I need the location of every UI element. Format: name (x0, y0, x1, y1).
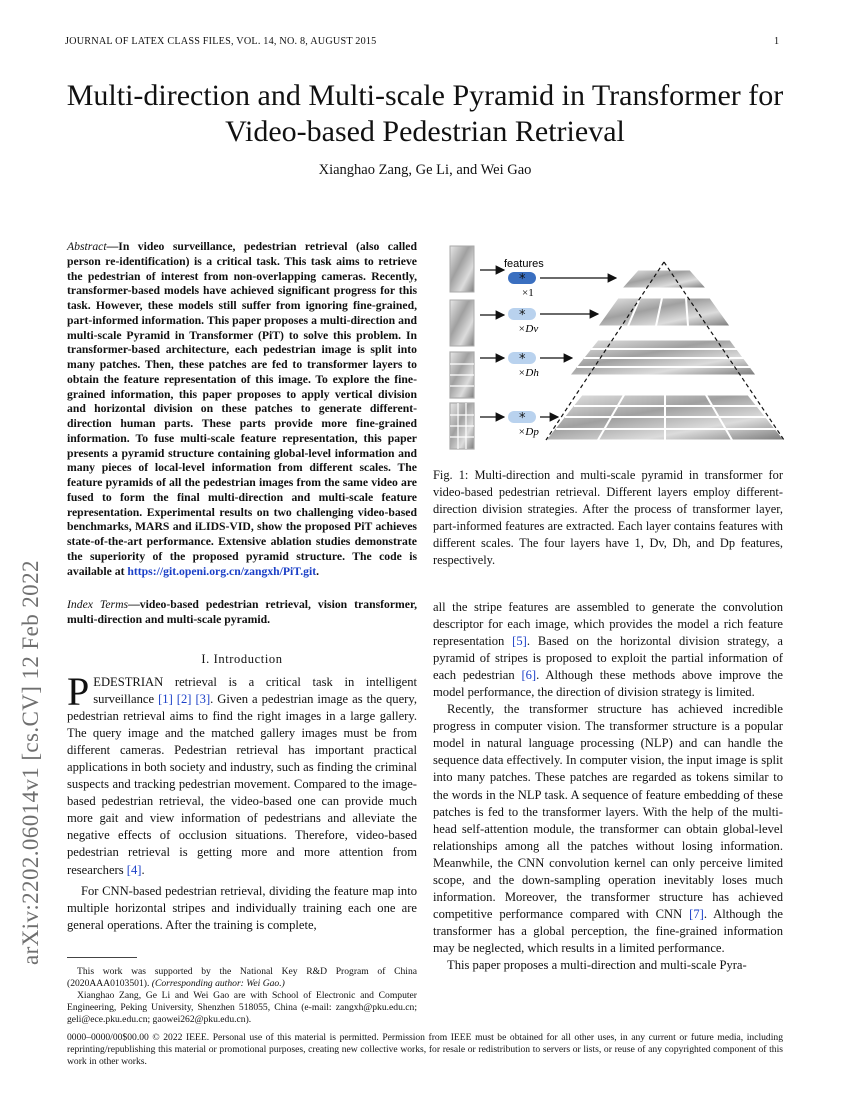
right-p2b: . Although the transformer has a global perception, the fine-grained information may be neglected, which results in a limited performance. (433, 906, 783, 955)
pyramid-layer-4 (546, 395, 784, 440)
citation-link[interactable]: [3] (195, 692, 211, 707)
code-link[interactable]: https://git.openi.org.cn/zangxh/PiT.git (127, 564, 317, 578)
token-row-2 (508, 308, 538, 335)
token-count-dh: ×Dh (518, 367, 539, 379)
intro-p1-rest: . Given a pedestrian image as the query, pedestrian retrieval aims to find the right images in a large gallery. The query image and the matched gallery images must be from different cameras. Pedestrian retrieval has important practical applications in both society and industry, such as finding the criminal suspects and tracking pedestrian movement. Compared to the image-based pedestrian retrieval, the video-based one can provide much more gait and view information of pedestrians and alleviate the negative effects of occlusion situations. Therefore, video-based pedestrian retrieval is getting more and more attention from researchers (67, 692, 417, 877)
footnote-divider (67, 957, 137, 958)
index-terms-label: Index Terms (67, 598, 129, 611)
intro-paragraph-1 (67, 669, 417, 879)
features-label: features (504, 258, 544, 270)
funding-text: This work was supported by the National Key R&D Program of China (2020AAA0103501). (67, 966, 417, 989)
pyramid-diagram (448, 240, 793, 455)
section-heading-introduction: I. Introduction (201, 652, 283, 666)
token-row-3 (508, 352, 539, 379)
input-frame-4 (450, 403, 474, 449)
abstract (67, 240, 417, 579)
figure-1 (448, 240, 793, 455)
right-p1a: all the stripe features are assembled to generate the convolution descriptor for each image, which provides the model a rich feature representation (433, 600, 783, 649)
token-row-4 (508, 411, 539, 438)
author-list: Xianghao Zang, Ge Li, and Wei Gao (318, 162, 532, 178)
token-count-dp: ×Dp (518, 426, 539, 438)
pyramid-layer-2 (598, 298, 730, 326)
input-frame-2 (450, 300, 474, 346)
arxiv-stamp: arXiv:2202.06014v1 [cs.CV] 12 Feb 2022 (18, 560, 43, 965)
right-paragraph-2 (433, 701, 783, 957)
citation-link[interactable]: [5] (512, 634, 527, 649)
citation-link[interactable]: [4] (126, 862, 142, 877)
right-p1b: . Based on the horizontal division strategy, a pyramid of stripes is proposed to exploit the partial information of each pedestrian (433, 634, 784, 683)
funding-note (67, 966, 417, 990)
index-terms (67, 598, 417, 628)
citation-link[interactable]: [7] (689, 906, 704, 921)
token-star: * (519, 411, 526, 426)
token-count-1: ×1 (522, 287, 534, 299)
input-frame-3 (450, 352, 474, 398)
abstract-label: Abstract (67, 240, 107, 253)
intro-left-column (67, 669, 417, 934)
input-frame-1 (450, 246, 474, 292)
token-row-1 (508, 272, 536, 299)
right-paragraph-1 (433, 599, 783, 701)
right-p2a: Recently, the transformer structure has achieved incredible progress in computer vision. The transformer structure is a popular model in natural language processing (NLP) and can handle the sequence data effectively. In computer vision, the input image is split into many patches. These patches are regarded as tokens similar to the words in the NLP task. A sequence of feature embedding of these patches is fed to the transformer layers. With the help of the multi-head self-attention module, the transformer can obtain global-level relationships among all the patches without losing information. Meanwhile, the CNN convolution kernel can only perceive limited scope, and the down-sampling operation inevitably loses much information. Moreover, the transformer structure has achieved competitive performance compared with CNN (433, 702, 783, 921)
figure-caption: Fig. 1: Multi-direction and multi-scale pyramid in transformer for video-based pedestrian retrieval. Different layers employ different-direction division strategies. After the process of transformer layer, part-informed features are extracted. Each layer contains features with different scales. The four layers have 1, Dv, Dh, and Dp features, respectively. (433, 468, 783, 568)
token-count-dv: ×Dv (518, 323, 539, 335)
paper-title: Multi-direction and Multi-scale Pyramid in Transformer for Video-based Pedestrian Retrieval (66, 79, 784, 148)
page-number: 1 (774, 36, 780, 47)
intro-p1-end: . (141, 862, 145, 877)
affiliation-note: Xianghao Zang, Ge Li and Wei Gao are with School of Electronic and Computer Engineering, Peking University, Shenzhen 518055, China (e-mail: zangxh@pku.edu.cn; geli@ece.pku.edu.cn; gaowei262@pku.edu.cn). (67, 990, 417, 1025)
token-star: * (519, 272, 526, 287)
right-paragraph-3: This paper proposes a multi-direction and multi-scale Pyra- (447, 957, 747, 972)
citation-link[interactable]: [1] (158, 692, 173, 707)
right-p1c: . Although these methods above improve the model performance, the direction of division strategy is limited. (433, 668, 783, 700)
abstract-end: . (316, 564, 320, 578)
abstract-text: —In video surveillance, pedestrian retrieval (also called person re-identification) is a critical task. This task aims to retrieve the pedestrian of interest from non-overlapping cameras. Recently, transformer-based models have achieved significant progress for this task. However, these models still suffer from ignoring fine-grained, part-informed information. This paper proposes a multi-direction and multi-scale Pyramid in Transformer (PiT) to solve this problem. In transformer-based architecture, each pedestrian image is split into many patches. Then, these patches are fed to transformer layers to obtain the feature representation of this image. To explore the fine-grained information, this paper proposes to apply vertical division and horizontal division on these patches to generate different-direction human parts. These parts provide more fine-grained information. To fuse multi-scale feature representation, this paper presents a pyramid structure containing global-level information and many pieces of local-level information from different scales. The feature pyramids of all the pedestrian images from the same video are fused to form the final multi-direction and multi-scale feature representation. Experimental results on two challenging video-based benchmarks, MARS and iLIDS-VID, show the proposed PiT achieves state-of-the-art performance. Extensive ablation studies demonstrate the superiority of the proposed pyramid structure. The code is available at (67, 240, 417, 578)
dropcap: P (67, 669, 90, 714)
running-header: JOURNAL OF LATEX CLASS FILES, VOL. 14, NO. 8, AUGUST 2015 (65, 36, 377, 47)
corresponding-author: (Corresponding author: Wei Gao.) (151, 978, 285, 989)
pyramid-layer-1 (622, 270, 706, 288)
token-star: * (519, 352, 526, 367)
intro-paragraph-2: For CNN-based pedestrian retrieval, dividing the feature map into multiple horizontal stripes and individually training each one are general operations. After the training is complete, (67, 883, 417, 932)
citation-link[interactable]: [6] (521, 668, 537, 683)
intro-right-column (433, 599, 783, 974)
index-terms-text: —video-based pedestrian retrieval, vision transformer, multi-direction and multi-scale pyramid. (67, 598, 417, 626)
citation-link[interactable]: [2] (176, 692, 192, 707)
token-star: * (519, 308, 526, 323)
copyright-notice: 0000–0000/00$00.00 © 2022 IEEE. Personal use of this material is permitted. Permission from IEEE must be obtained for all other uses, in any current or future media, including reprinting/republishing this material or promotional purposes, creating new collective works, for resale or redistribution to servers or lists, or reuse of any copyrighted component of this work in other works. (67, 1032, 783, 1068)
footnote (67, 966, 417, 1026)
intro-p1-lead: EDESTRIAN retrieval is a critical task in intelligent surveillance (93, 675, 417, 707)
